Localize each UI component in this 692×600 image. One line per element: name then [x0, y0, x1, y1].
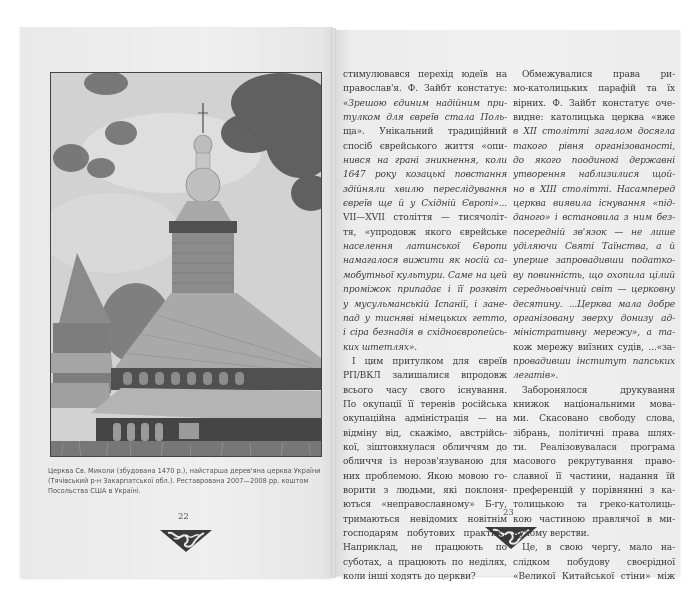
text-line: кож мережу виїзних судів, ...«за- [513, 342, 675, 353]
text-line: нився на грані зникнення, коли [343, 156, 507, 167]
text-line: обличчя із нерозв'язуваною для [343, 457, 507, 468]
text-line: ми. Скасовано свободу слова, [513, 414, 675, 425]
page-number-right: 23 [503, 508, 514, 518]
text-line: Заборонялося друкування [513, 385, 675, 396]
text-line: у мусульманській Іспанії, і зане- [343, 299, 507, 310]
text-line: ких штетлях». [343, 342, 417, 353]
text-line: мобутньої культури. Саме на цей [343, 270, 507, 281]
text-line: ворити з людьми, які поклоня- [343, 485, 507, 496]
text-line: 1647 року козацькі повстання [343, 170, 507, 181]
text-line: ються «неправославному» Б-гу, [343, 500, 507, 511]
text-line: в XII столітті загалом досягла [513, 127, 675, 138]
text-line: намагалося вижити як носій са- [343, 256, 507, 267]
caption-line: (Тячівський р-н Закарпатської обл.). Реставрована 2007—2008 рр. коштом [48, 477, 309, 485]
text-line: стимулювався перехід юдеїв на [343, 70, 507, 80]
text-column-right [513, 68, 675, 584]
page-number-left: 22 [178, 512, 189, 522]
text-line: Наприклад, не працюють по [343, 543, 507, 554]
text-line: коли інші ходять до церкви? [343, 572, 476, 583]
text-line: слідком побудову своєрідної [513, 557, 675, 568]
text-column-left [343, 68, 507, 584]
text-line: кою частиною правлячої в ми- [513, 514, 675, 525]
text-line: такого рівня організованості, [513, 141, 675, 152]
text-line: церква виявила існування «під- [513, 199, 675, 210]
text-line: преференцій у порівнянні з ка- [513, 485, 675, 496]
caption-line: Церква Св. Миколи (збудована 1470 р.), найстарша дерев'яна церква України [48, 467, 321, 475]
text-line: VII—XVII століття — тисячоліт- [343, 213, 507, 224]
text-line: провадивши інститут папських [513, 356, 675, 367]
text-line: всього часу свого існування. [343, 385, 507, 396]
book-gutter [331, 28, 336, 578]
text-line: мо-католицьких парафій та їх [513, 84, 675, 95]
text-line: середньовічний світ — церковну [513, 285, 675, 296]
text-line: утворення наблизилися щой- [513, 170, 675, 181]
text-line: Обмежувалися права ри- [513, 70, 675, 80]
text-line: видне: католицька церква «вже [513, 113, 675, 124]
text-line: уперше запровадивши податко- [513, 256, 675, 267]
text-line: здійняли хвилю переслідування [343, 184, 507, 195]
text-line: кої, зіштовхнулася обличчям до [343, 442, 507, 453]
wooden-church-photo [50, 72, 322, 457]
text-line: По окупації її теренів російська [343, 399, 507, 410]
text-line: славної її частини, надання їй [513, 471, 675, 482]
text-line: нулому верстви. [513, 529, 590, 539]
caption-line: Посольства США в Україні. [48, 487, 141, 495]
text-line: даного» і встановила з ним без- [513, 213, 675, 224]
text-line: РП/ВКЛ залишалися впродовж [343, 371, 507, 382]
text-line: Це, в свою чергу, мало на- [513, 543, 675, 554]
text-line: суботах, а працюють по неділях, [343, 557, 507, 568]
text-line: до якого поодинокі державні [513, 156, 675, 167]
text-line: і сіра безнадія в східноєвропейсь- [343, 328, 507, 339]
text-line: населення латинської Європи [343, 242, 507, 253]
text-line: пад у тисняві німецьких гетто, [343, 313, 507, 324]
text-line: організовану зверху донизу ад- [513, 313, 675, 324]
text-line: господарям побутових практик? [343, 529, 507, 539]
text-line: книжок національними мова- [513, 399, 675, 410]
text-line: проміжок припадає і її розквіт [343, 285, 507, 296]
text-line: легатів». [513, 371, 559, 382]
text-line: євреїв ще й у Східній Європі»... [343, 199, 507, 210]
text-line: ву повинність, що охопила цілий [513, 270, 675, 281]
text-line: відміну від, скажімо, австрійсь- [343, 428, 507, 439]
church-illustration [51, 73, 322, 457]
text-line: посередній зв'язок — не лише [513, 227, 675, 238]
text-line: окупаційна адміністрація — на [343, 414, 507, 425]
text-line: І цим притулком для євреїв [343, 356, 507, 367]
text-line: тулком для євреїв стала Поль- [343, 113, 507, 124]
text-line: но в XIII столітті. Насамперед [513, 184, 675, 195]
text-line: десятину. ...Церква мала добре [513, 299, 675, 310]
text-line: спосіб єврейського життя «опи- [343, 141, 507, 152]
text-line: них проблемою. Якою мовою го- [343, 471, 507, 482]
text-line: тя, «упродовж якого єврейське [343, 227, 507, 238]
text-line: тримаються невідомих новітнім [343, 514, 507, 525]
text-line: міністративну мережу», а та- [513, 328, 675, 339]
celtic-knot-ornament-icon [160, 528, 212, 554]
text-line: «Зрешою єдиним надійним при- [343, 98, 507, 109]
text-line: «Великої Китайської стіни» між [513, 572, 675, 583]
text-line: православ'я. Ф. Зайбт констатує: [343, 84, 507, 95]
text-line: зібрань, політичні права шлях- [513, 428, 675, 439]
text-line: ти. Реалізовувалася програма [513, 442, 675, 453]
text-line: масового рекрутування право- [513, 457, 675, 468]
text-line: вірних. Ф. Зайбт констатує оче- [513, 98, 675, 109]
photo-caption [48, 466, 328, 496]
text-line: толицькою та греко-католиць- [513, 500, 675, 511]
text-line: ща». Унікальний традиційний [343, 127, 507, 138]
text-line: уділяючи Святі Таїнства, а й [513, 242, 675, 253]
